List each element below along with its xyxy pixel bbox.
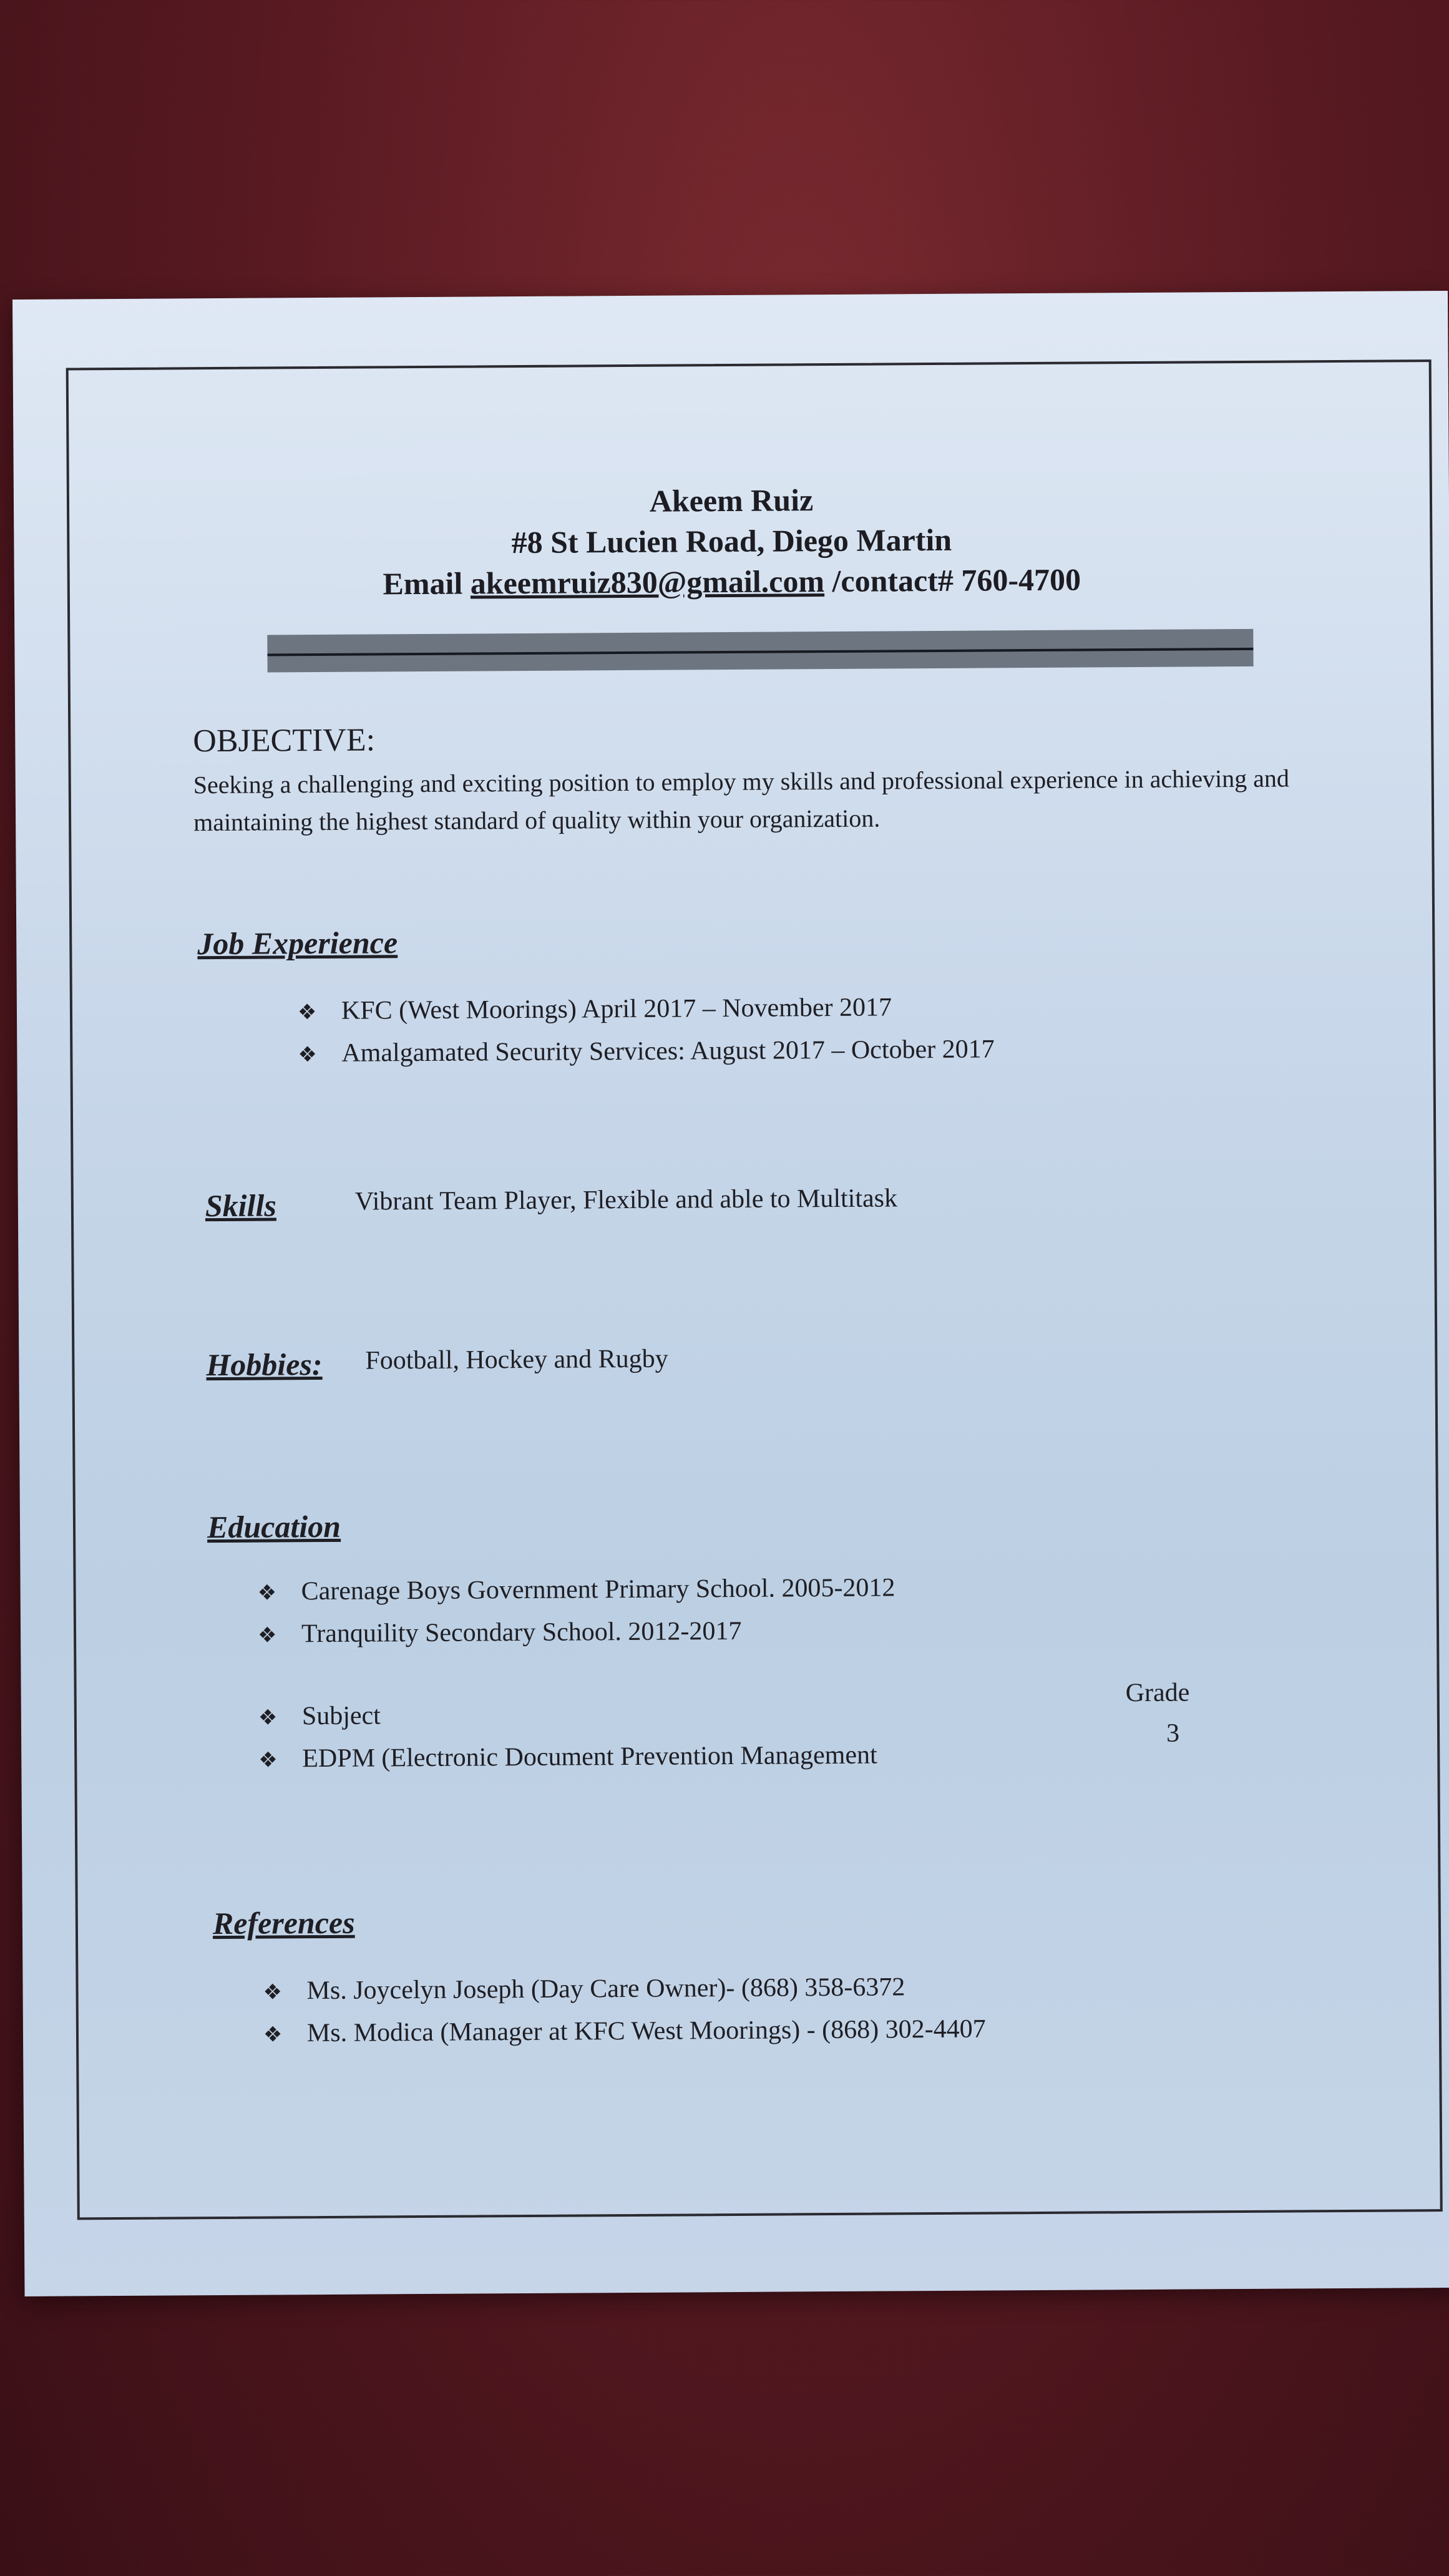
- contact-number: /contact# 760-4700: [832, 562, 1081, 598]
- list-item: ❖ Ms. Joycelyn Joseph (Day Care Owner)- (868) 358-6372: [263, 1966, 985, 2013]
- skills-heading: Skills: [205, 1188, 276, 1224]
- grade-label: Grade: [1125, 1678, 1190, 1708]
- education-heading: Education: [207, 1508, 341, 1545]
- bullet-icon: ❖: [258, 1705, 278, 1730]
- education-list: [257, 1567, 895, 1656]
- bullet-icon: ❖: [257, 1580, 277, 1606]
- resume-paper: [12, 291, 1449, 2296]
- job-experience-heading: Job Experience: [197, 925, 398, 962]
- subject-list: [258, 1692, 877, 1781]
- bullet-icon: ❖: [297, 1000, 317, 1025]
- objective-text: Seeking a challenging and exciting position to employ my skills and professional experience in achieving and maintaining the highest standard of quality within your organization.: [193, 764, 1290, 837]
- list-item: ❖ Amalgamated Security Services: August 2017 – October 2017: [298, 1028, 995, 1075]
- job-experience-list: [298, 986, 995, 1075]
- header-divider: [267, 629, 1253, 673]
- applicant-name: Akeem Ruiz: [649, 482, 814, 519]
- references-heading: References: [212, 1905, 355, 1941]
- hobbies-text: Football, Hockey and Rugby: [365, 1344, 668, 1375]
- list-item: ❖ Subject: [258, 1692, 877, 1739]
- bullet-icon: ❖: [298, 1042, 318, 1068]
- references-list: [263, 1966, 986, 2056]
- email-link[interactable]: akeemruiz830@gmail.com: [470, 564, 825, 601]
- list-item: ❖ Carenage Boys Government Primary School. 2005-2012: [257, 1567, 895, 1613]
- grade-value: 3: [1166, 1719, 1180, 1748]
- email-label: Email: [383, 565, 463, 602]
- bullet-icon: ❖: [263, 2022, 283, 2047]
- list-item: ❖ EDPM (Electronic Document Prevention Management: [258, 1735, 877, 1781]
- list-item: ❖ KFC (West Moorings) April 2017 – November 2017: [298, 986, 995, 1033]
- applicant-address: #8 St Lucien Road, Diego Martin: [511, 522, 952, 560]
- skills-text: Vibrant Team Player, Flexible and able to Multitask: [354, 1184, 898, 1216]
- hobbies-heading: Hobbies:: [206, 1346, 323, 1383]
- list-item: ❖ Tranquility Secondary School. 2012-2017: [258, 1609, 895, 1656]
- bullet-icon: ❖: [258, 1747, 278, 1773]
- bullet-icon: ❖: [263, 1979, 283, 2005]
- objective-heading: OBJECTIVE:: [193, 722, 376, 759]
- bullet-icon: ❖: [257, 1622, 277, 1648]
- list-item: ❖ Ms. Modica (Manager at KFC West Moorings) - (868) 302-4407: [263, 2009, 986, 2056]
